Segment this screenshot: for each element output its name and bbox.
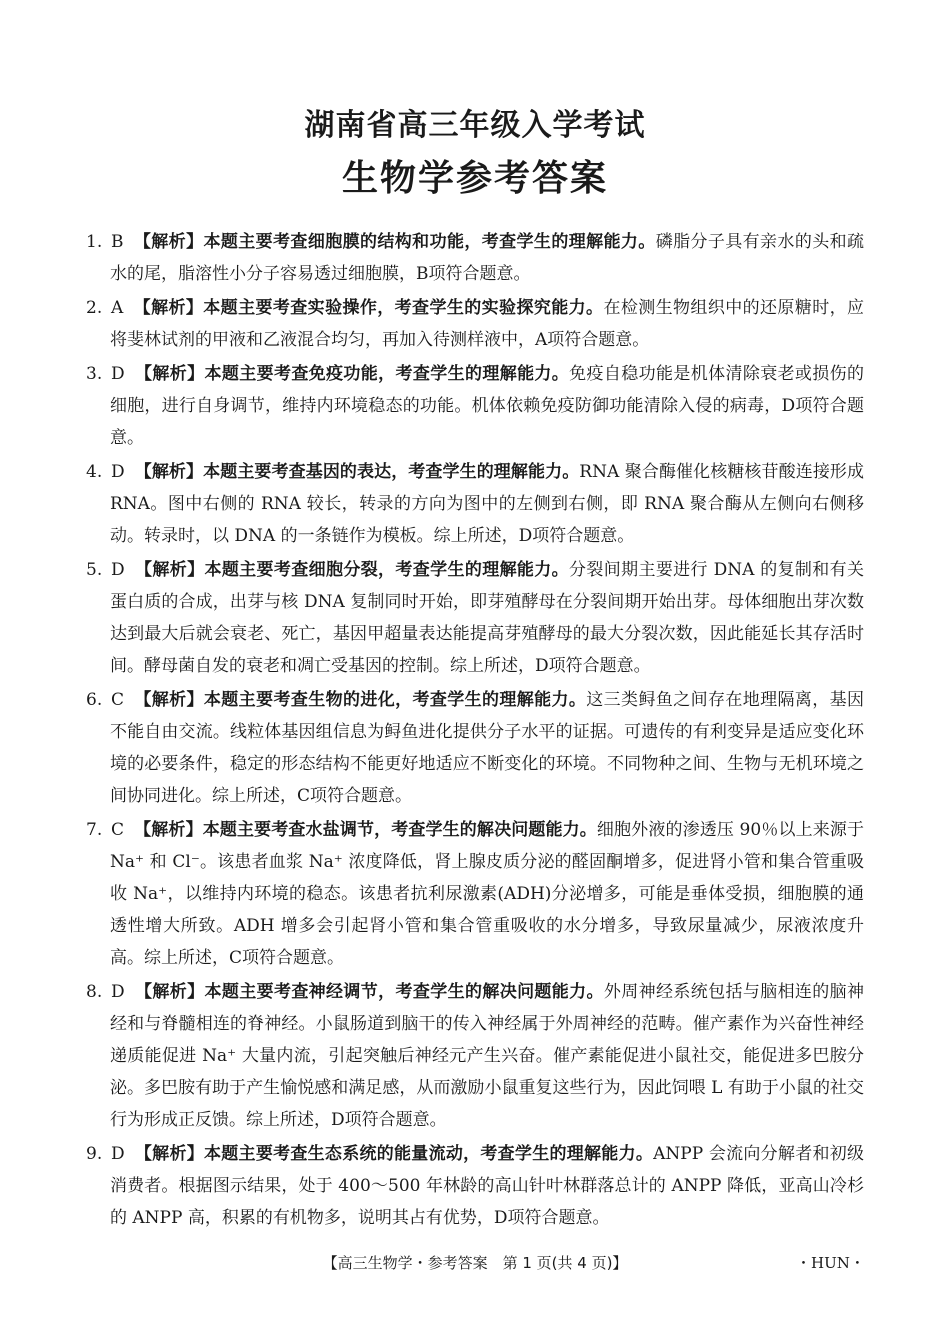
analysis-label: 【解析】	[133, 232, 204, 252]
item-answer: D	[111, 982, 125, 1002]
footer-region-code: ・HUN・	[796, 1254, 865, 1272]
item-number: 6.	[86, 690, 103, 710]
answer-item	[86, 814, 864, 974]
item-focus: 本题主要考查免疫功能，考查学生的理解能力。	[204, 364, 570, 384]
item-explanation: 在检测生物组织中的还原糖时，应将斐林试剂的甲液和乙液混合均匀，再加入待测样液中，A项符合题意。	[110, 298, 865, 350]
analysis-label: 【解析】	[133, 298, 204, 318]
item-answer: C	[111, 690, 125, 710]
analysis-label: 【解析】	[134, 820, 203, 840]
item-number: 4.	[86, 462, 103, 482]
answer-item	[86, 226, 864, 290]
item-number: 8.	[86, 982, 103, 1002]
analysis-label: 【解析】	[134, 982, 205, 1002]
item-explanation: 这三类鲟鱼之间存在地理隔离，基因不能自由交流。线粒体基因组信息为鲟鱼进化提供分子水平的证据。可遗传的有利变异是适应变化环境的必要条件，稳定的形态结构不能更好地适应不断变化的环境。不同物种之间、生物与无机环境之间协同进化。综上所述，C项符合题意。	[110, 690, 865, 806]
item-answer: D	[111, 462, 125, 482]
item-answer: C	[111, 820, 125, 840]
page-title: 湖南省高三年级入学考试	[304, 108, 646, 143]
page-subtitle: 生物学参考答案	[341, 158, 608, 199]
item-number: 1.	[86, 232, 103, 252]
item-explanation: 外周神经系统包括与脑相连的脑神经和与脊髓相连的脊神经。小鼠肠道到脑干的传入神经属于外周神经的范畴。催产素作为兴奋性神经递质能促进 Na⁺ 大量内流，引起突触后神经元产生兴奋。催产素能促进小鼠社交，能促进多巴胺分泌。多巴胺有助于产生愉悦感和满足感，从而激励小鼠重复这些行为，因此饲喂 L 有助于小鼠的社交行为形成正反馈。综上所述，D项符合题意。	[110, 982, 865, 1130]
item-explanation: ANPP 会流向分解者和初级消费者。根据图示结果，处于 400～500 年林龄的高山针叶林群落总计的 ANPP 降低，亚高山冷杉的 ANPP 高，积累的有机物多，说明其占有优势，D项符合题意。	[110, 1144, 865, 1228]
item-focus: 本题主要考查水盐调节，考查学生的解决问题能力。	[202, 820, 597, 840]
answer-item	[86, 456, 864, 552]
item-focus: 本题主要考查生态系统的能量流动，考查学生的理解能力。	[204, 1144, 654, 1164]
item-number: 2.	[86, 298, 103, 318]
item-explanation: RNA 聚合酶催化核糖核苷酸连接形成 RNA。图中右侧的 RNA 较长，转录的方向为图中的左侧到右侧，即 RNA 聚合酶从左侧向右侧移动。转录时，以 DNA 的一条链作为模板。综上所述，D项符合题意。	[110, 462, 865, 546]
item-explanation: 磷脂分子具有亲水的头和疏水的尾，脂溶性小分子容易透过细胞膜，B项符合题意。	[110, 232, 865, 284]
item-answer: D	[111, 1144, 125, 1164]
item-answer: D	[111, 560, 125, 580]
answer-item	[86, 684, 864, 812]
item-focus: 本题主要考查神经调节，考查学生的解决问题能力。	[204, 982, 604, 1002]
analysis-label: 【解析】	[134, 560, 205, 580]
item-explanation: 免疫自稳功能是机体清除衰老或损伤的细胞，进行自身调节，维持内环境稳态的功能。机体依赖免疫防御功能清除入侵的病毒，D项符合题意。	[110, 364, 865, 448]
item-answer: B	[111, 232, 124, 252]
item-focus: 本题主要考查细胞分裂，考查学生的理解能力。	[204, 560, 570, 580]
answer-item	[86, 554, 864, 682]
item-focus: 本题主要考查实验操作，考查学生的实验探究能力。	[203, 298, 604, 318]
answer-item	[86, 292, 864, 356]
item-answer: D	[111, 364, 125, 384]
analysis-label: 【解析】	[134, 1144, 205, 1164]
analysis-label: 【解析】	[134, 462, 204, 482]
item-focus: 本题主要考查基因的表达，考查学生的理解能力。	[203, 462, 580, 482]
item-answer: A	[111, 298, 124, 318]
item-number: 9.	[86, 1144, 103, 1164]
answer-list	[86, 226, 864, 1236]
analysis-label: 【解析】	[134, 690, 204, 710]
item-focus: 本题主要考查细胞膜的结构和功能，考查学生的理解能力。	[203, 232, 656, 252]
answer-item	[86, 1138, 864, 1234]
analysis-label: 【解析】	[134, 364, 205, 384]
footer-page-info: 【高三生物学・参考答案 第 1 页(共 4 页)】	[322, 1254, 628, 1272]
item-number: 3.	[86, 364, 103, 384]
item-explanation: 分裂间期主要进行 DNA 的复制和有关蛋白质的合成，出芽与核 DNA 复制同时开始，即芽殖酵母在分裂间期开始出芽。母体细胞出芽次数达到最大后就会衰老、死亡，基因甲超量表达能提高芽殖酵母的最大分裂次数，因此能延长其存活时间。酵母菌自发的衰老和凋亡受基因的控制。综上所述，D项符合题意。	[110, 560, 865, 676]
answer-item	[86, 358, 864, 454]
item-explanation: 细胞外液的渗透压 90％以上来源于 Na⁺ 和 Cl⁻。该患者血浆 Na⁺ 浓度降低，肾上腺皮质分泌的醛固酮增多，促进肾小管和集合管重吸收 Na⁺，以维持内环境的稳态。该患者抗利尿激素(ADH)分泌增多，可能是垂体受损，细胞膜的通透性增大所致。ADH 增多会引起肾小管和集合管重吸收的水分增多，导致尿量减少，尿液浓度升高。综上所述，C项符合题意。	[110, 820, 865, 968]
item-focus: 本题主要考查生物的进化，考查学生的理解能力。	[203, 690, 587, 710]
answer-item	[86, 976, 864, 1136]
item-number: 5.	[86, 560, 103, 580]
item-number: 7.	[86, 820, 103, 840]
